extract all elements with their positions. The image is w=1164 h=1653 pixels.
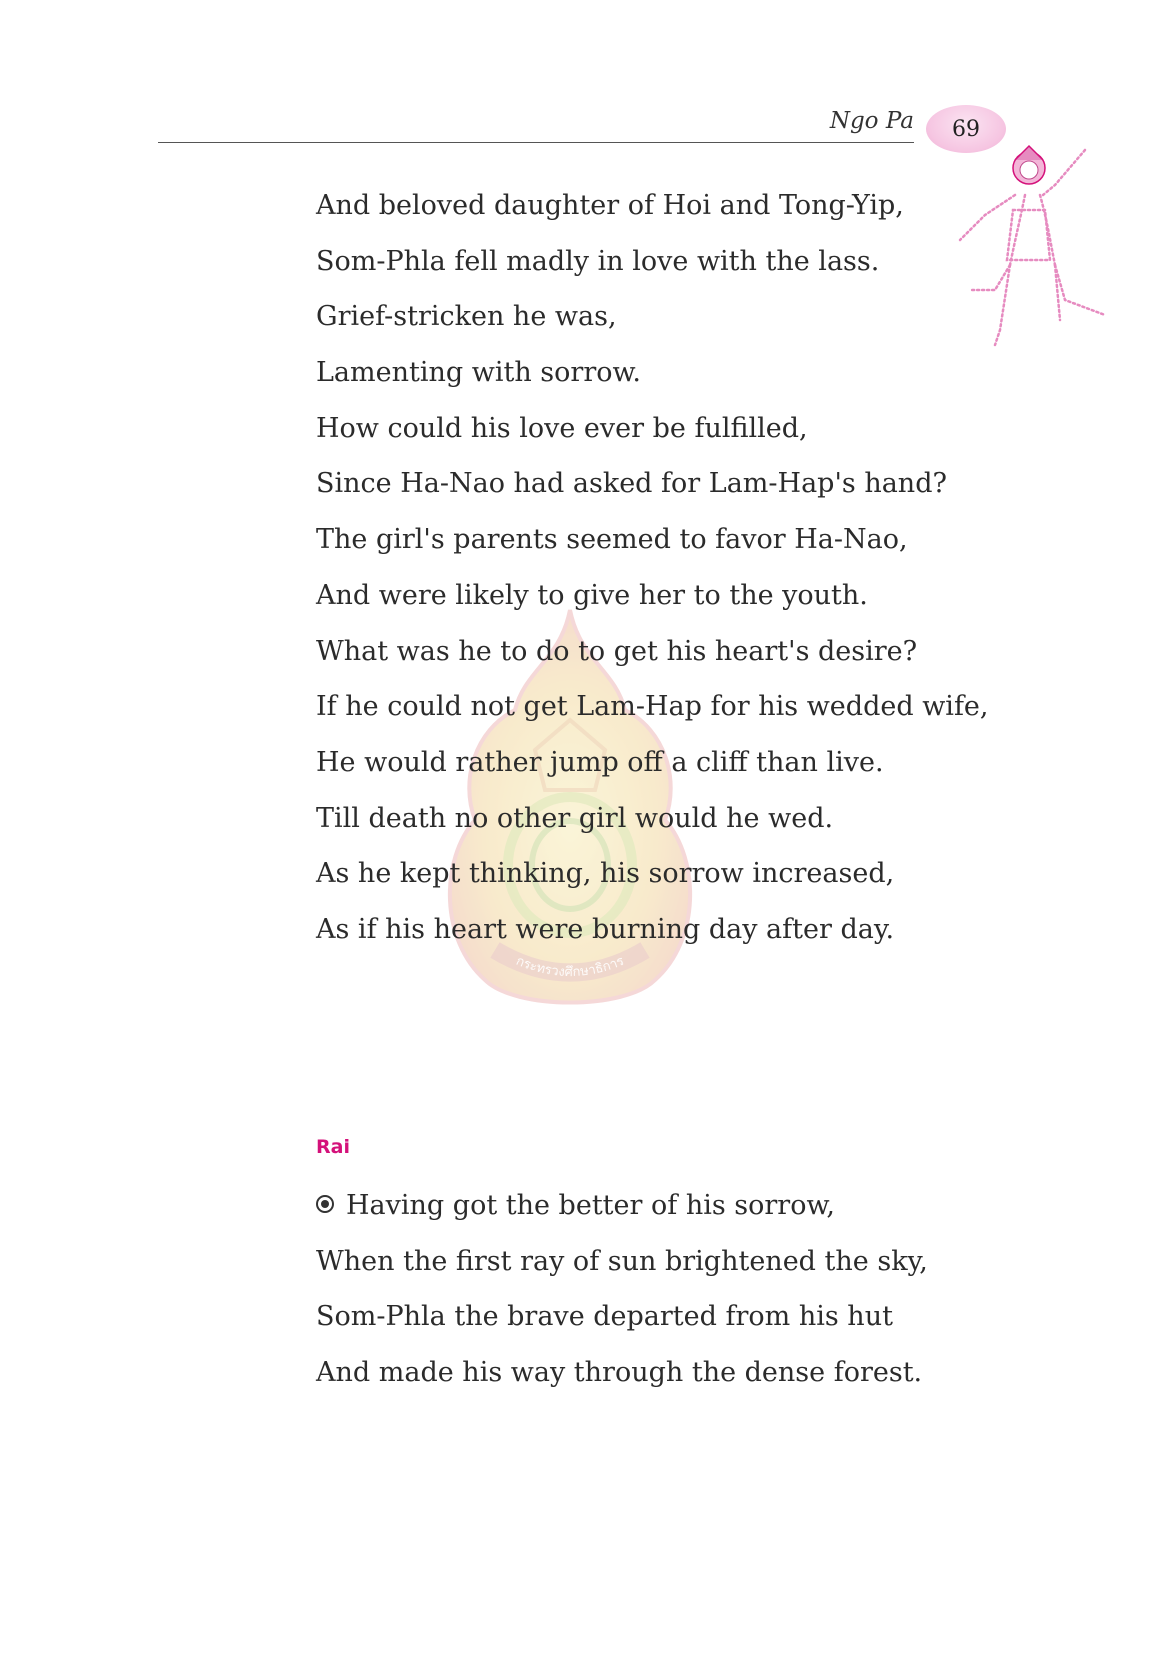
verse-line: How could his love ever be fulfilled,: [316, 412, 808, 444]
verse-line: Som-Phla fell madly in love with the lass.: [316, 245, 880, 277]
verse-line: As if his heart were burning day after day.: [316, 913, 895, 945]
bullet-circle-icon: [316, 1195, 334, 1213]
verse-line: And beloved daughter of Hoi and Tong-Yip,: [316, 190, 904, 221]
verse-line: When the first ray of sun brightened the sky,: [316, 1245, 928, 1277]
verse-line: Grief-stricken he was,: [316, 301, 617, 333]
verse-line-text: Having got the better of his sorrow,: [346, 1190, 835, 1221]
watermark-text: กระทรวงศึกษาธิการ: [513, 953, 627, 981]
page-number: 69: [952, 116, 980, 142]
header-rule: [158, 142, 914, 143]
stanza-2: [316, 1178, 928, 1401]
stanza-1: [316, 178, 989, 958]
running-title: Ngo Pa: [829, 108, 914, 134]
verse-line: Som-Phla the brave departed from his hut: [316, 1301, 893, 1333]
verse-line: And were likely to give her to the youth.: [316, 579, 868, 611]
verse-line: What was he to do to get his heart's desire?: [316, 635, 918, 667]
verse-line: He would rather jump off a cliff than live.: [316, 746, 884, 778]
verse-line: Since Ha-Nao had asked for Lam-Hap's hand?: [316, 468, 947, 500]
verse-line: Lamenting with sorrow.: [316, 357, 641, 389]
verse-line: Till death no other girl would he wed.: [316, 802, 834, 834]
section-title: Rai: [316, 1136, 350, 1158]
verse-line-first: [316, 1178, 928, 1234]
verse-line: As he kept thinking, his sorrow increased,: [316, 858, 895, 890]
verse-line: And made his way through the dense forest.: [316, 1357, 923, 1389]
verse-line: The girl's parents seemed to favor Ha-Nao,: [316, 524, 908, 556]
verse-line: If he could not get Lam-Hap for his wedded wife,: [316, 691, 989, 723]
